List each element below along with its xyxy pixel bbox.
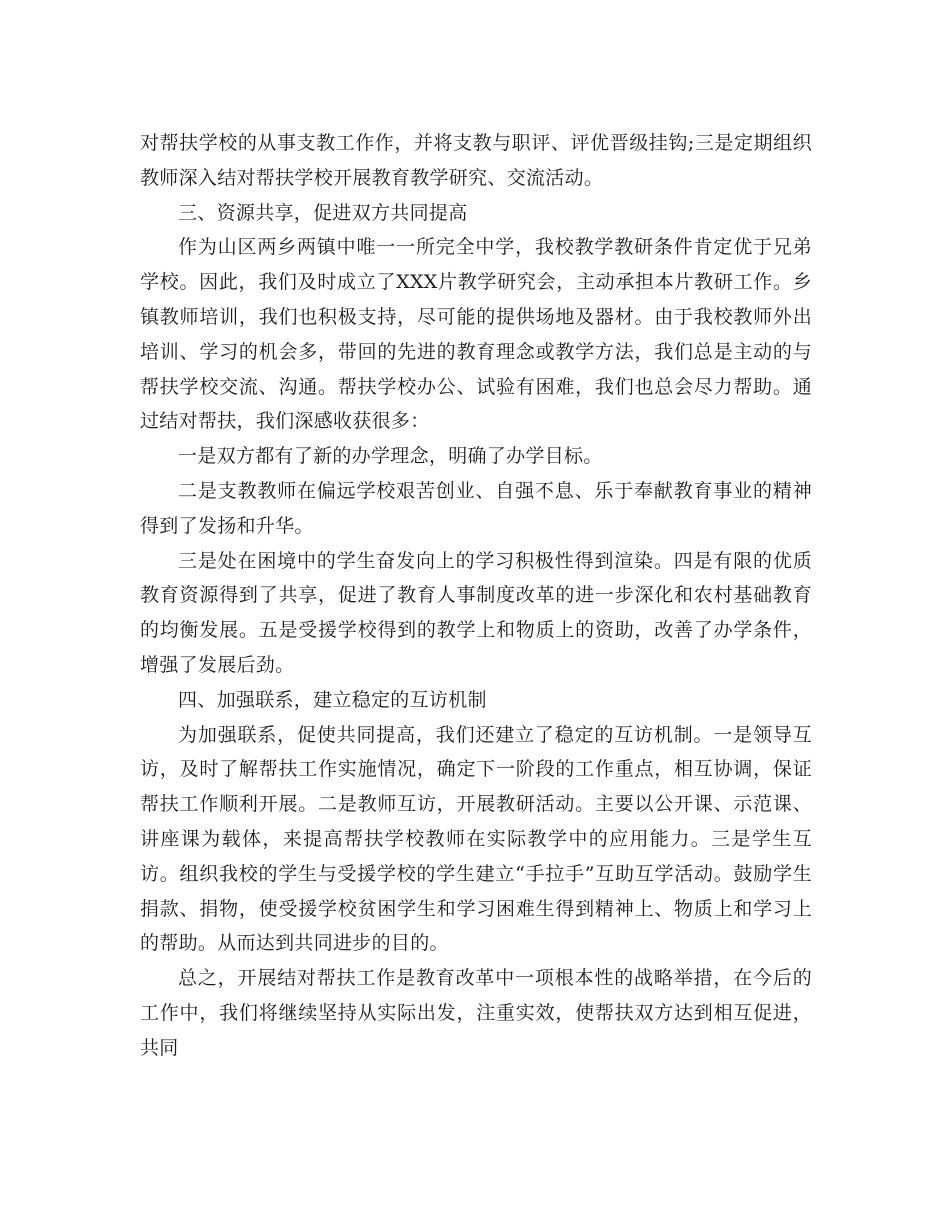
paragraph: 一是双方都有了新的办学理念，明确了办学目标。 (178, 445, 603, 468)
paragraph: 作为山区两乡两镇中唯一一所完全中学，我校教学教研条件肯定优于兄弟学校。因此，我们及时成立了XXX片教学研究会，主动承担本片教研工作。乡镇教师培训，我们也积极支持，尽可能的提供场地及器材。由于我校教师外出培训、学习的机会多，带回的先进的教育理念或教学方法，我们总是主动的与帮扶学校交流、沟通。帮扶学校办公、试验有困难，我们也总会尽力帮助。通过结对帮扶，我们深感收获很多： (140, 236, 812, 433)
paragraph-continuation: 对帮扶学校的从事支教工作作，并将支教与职评、评优晋级挂钩;三是定期组织教师深入结对帮扶学校开展教育教学研究、交流活动。 (140, 132, 812, 189)
paragraph: 三是处在困境中的学生奋发向上的学习积极性得到渲染。四是有限的优质教育资源得到了共享，促进了教育人事制度改革的进一步深化和农村基础教育的均衡发展。五是受援学校得到的教学上和物质上的资助，改善了办学条件，增强了发展后劲。 (140, 549, 812, 676)
paragraph: 为加强联系，促使共同提高，我们还建立了稳定的互访机制。一是领导互访，及时了解帮扶工作实施情况，确定下一阶段的工作重点，相互协调，保证帮扶工作顺利开展。二是教师互访，开展教研活动。主要以公开课、示范课、讲座课为载体，来提高帮扶学校教师在实际教学中的应用能力。三是学生互访。组织我校的学生与受援学校的学生建立“手拉手”互助互学活动。鼓励学生捐款、捐物，使受援学校贫困学生和学习困难生得到精神上、物质上和学习上的帮助。从而达到共同进步的目的。 (140, 723, 812, 955)
section-heading-4: 四、加强联系，建立稳定的互访机制 (178, 688, 487, 711)
section-heading-3: 三、资源共享，促进双方共同提高 (178, 201, 468, 224)
paragraph: 二是支教教师在偏远学校艰苦创业、自强不息、乐于奉献教育事业的精神得到了发扬和升华。 (140, 479, 812, 537)
document-body (140, 126, 812, 1066)
paragraph: 总之，开展结对帮扶工作是教育改革中一项根本性的战略举措，在今后的工作中，我们将继续坚持从实际出发，注重实效，使帮扶双方达到相互促进，共同 (140, 967, 812, 1059)
